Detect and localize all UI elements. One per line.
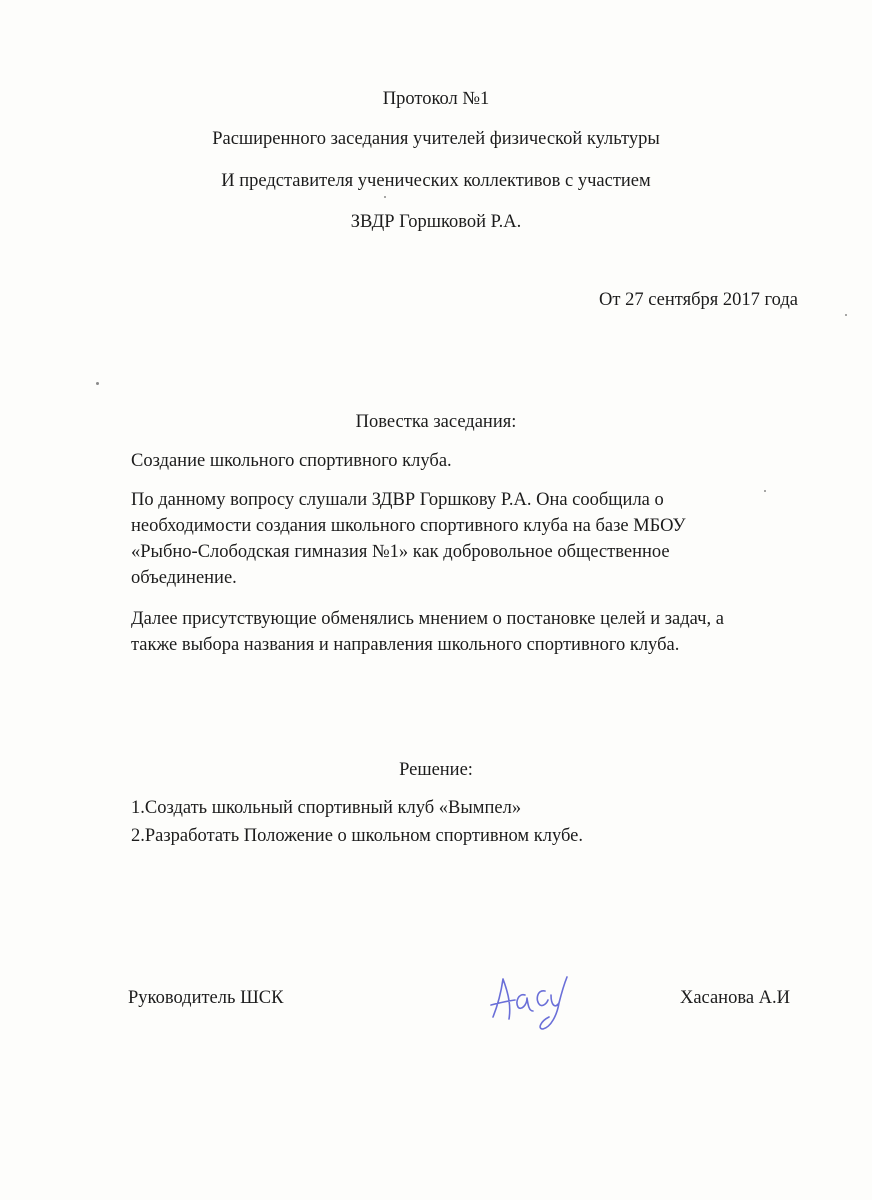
agenda-heading: Повестка заседания: [355,412,517,432]
title-line-2: И представителя ученических коллективов с участием [221,171,651,191]
title-line-1: Расширенного заседания учителей физической культуры [212,129,660,149]
decision-item: 1.Создать школьный спортивный клуб «Вымпел» [131,798,522,818]
paragraph-1-line: По данному вопросу слушали ЗДВР Горшкову Р.А. Она сообщила о [131,490,664,510]
agenda-paragraph-2 [131,606,791,658]
signatory-role: Руководитель ШСК [128,988,284,1008]
agenda-paragraph-1 [131,487,791,591]
title-line-3: ЗВДР Горшковой Р.А. [350,212,522,232]
paragraph-2-line: также выбора названия и направления школьного спортивного клуба. [131,635,680,655]
decision-item: 2.Разработать Положение о школьном спортивном клубе. [131,826,583,846]
handwritten-signature [485,965,575,1035]
paragraph-1-line: объединение. [131,568,237,588]
meeting-date: От 27 сентября 2017 года [599,290,798,310]
paragraph-1-line: «Рыбно-Слободская гимназия №1» как добровольное общественное [131,542,670,562]
scan-speck [764,490,766,492]
scan-speck [384,196,386,198]
paragraph-1-line: необходимости создания школьного спортивного клуба на базе МБОУ [131,516,686,536]
scan-speck [845,314,847,316]
scan-speck [96,382,99,385]
paragraph-2-line: Далее присутствующие обменялись мнением о постановке целей и задач, а [131,609,724,629]
protocol-title: Протокол №1 [382,89,490,109]
decision-heading: Решение: [399,760,473,780]
agenda-item: Создание школьного спортивного клуба. [131,451,452,471]
signatory-name: Хасанова А.И [679,988,790,1008]
